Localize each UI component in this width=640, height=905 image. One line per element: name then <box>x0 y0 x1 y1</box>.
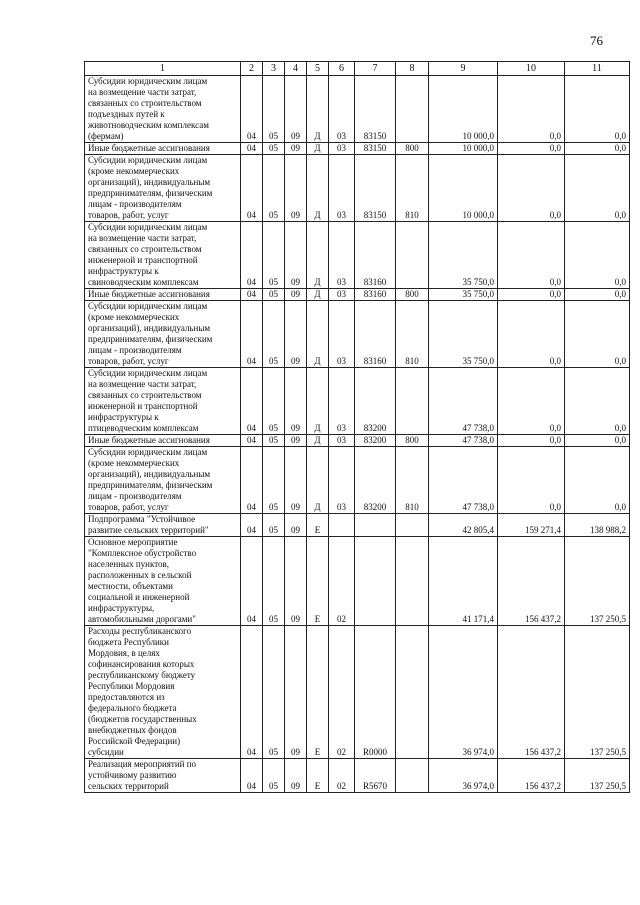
cell-col-9: 47 738,0 <box>429 435 498 447</box>
cell-col-11: 0,0 <box>565 435 630 447</box>
col-header-11: 11 <box>565 62 630 76</box>
cell-col-4: 09 <box>285 76 307 143</box>
cell-col-6: 03 <box>329 222 355 289</box>
cell-col-9: 10 000,0 <box>429 155 498 222</box>
col-header-8: 8 <box>396 62 429 76</box>
col-header-5: 5 <box>307 62 329 76</box>
cell-col-11: 137 250,5 <box>565 759 630 793</box>
cell-col-4: 09 <box>285 222 307 289</box>
cell-col-6: 03 <box>329 289 355 301</box>
cell-col-4: 09 <box>285 289 307 301</box>
cell-col-9: 36 974,0 <box>429 759 498 793</box>
cell-col-3: 05 <box>263 435 285 447</box>
cell-col-5: Е <box>307 537 329 626</box>
cell-col-5: Д <box>307 143 329 155</box>
table-row <box>85 76 630 143</box>
cell-col-8 <box>396 626 429 759</box>
cell-col-9: 35 750,0 <box>429 222 498 289</box>
col-header-7: 7 <box>355 62 396 76</box>
cell-col-7: R0000 <box>355 626 396 759</box>
table-row <box>85 368 630 435</box>
cell-col-10: 156 437,2 <box>498 626 565 759</box>
col-header-3: 3 <box>263 62 285 76</box>
row-name: Основное мероприятие "Комплексное обустройство населенных пунктов, расположенных в сельской местности, объектами социальной и инженерной инфраструктуры, автомобильными дорогами" <box>85 537 241 626</box>
row-name: Субсидии юридическим лицам (кроме некоммерческих организаций), индивидуальным предпринимателям, физическим лицам - производителям товаров, работ, услуг <box>85 155 241 222</box>
cell-col-8: 810 <box>396 301 429 368</box>
cell-col-6: 02 <box>329 626 355 759</box>
col-header-10: 10 <box>498 62 565 76</box>
cell-col-11: 0,0 <box>565 143 630 155</box>
cell-col-4: 09 <box>285 537 307 626</box>
cell-col-4: 09 <box>285 435 307 447</box>
cell-col-10: 0,0 <box>498 435 565 447</box>
cell-col-10: 156 437,2 <box>498 759 565 793</box>
cell-col-6: 03 <box>329 447 355 514</box>
cell-col-3: 05 <box>263 759 285 793</box>
cell-col-10: 159 271,4 <box>498 514 565 537</box>
table-row <box>85 759 630 793</box>
cell-col-7: 83200 <box>355 368 396 435</box>
cell-col-6: 02 <box>329 759 355 793</box>
cell-col-4: 09 <box>285 155 307 222</box>
cell-col-5: Д <box>307 76 329 143</box>
cell-col-3: 05 <box>263 76 285 143</box>
table-row <box>85 435 630 447</box>
cell-col-4: 09 <box>285 368 307 435</box>
table-row <box>85 301 630 368</box>
cell-col-11: 0,0 <box>565 76 630 143</box>
cell-col-3: 05 <box>263 514 285 537</box>
cell-col-10: 0,0 <box>498 143 565 155</box>
cell-col-6: 02 <box>329 537 355 626</box>
cell-col-6: 03 <box>329 155 355 222</box>
cell-col-7: 83150 <box>355 155 396 222</box>
cell-col-7: 83160 <box>355 301 396 368</box>
cell-col-2: 04 <box>241 759 263 793</box>
row-name: Субсидии юридическим лицам на возмещение части затрат, связанных со строительством инженерной и транспортной инфраструктуры к птицеводческим комплексам <box>85 368 241 435</box>
cell-col-2: 04 <box>241 155 263 222</box>
cell-col-5: Д <box>307 435 329 447</box>
cell-col-7: 83160 <box>355 289 396 301</box>
cell-col-3: 05 <box>263 222 285 289</box>
cell-col-9: 36 974,0 <box>429 626 498 759</box>
cell-col-9: 42 805,4 <box>429 514 498 537</box>
col-header-9: 9 <box>429 62 498 76</box>
col-header-6: 6 <box>329 62 355 76</box>
cell-col-3: 05 <box>263 537 285 626</box>
col-header-2: 2 <box>241 62 263 76</box>
cell-col-11: 0,0 <box>565 301 630 368</box>
cell-col-6: 03 <box>329 301 355 368</box>
cell-col-2: 04 <box>241 222 263 289</box>
cell-col-4: 09 <box>285 447 307 514</box>
cell-col-2: 04 <box>241 76 263 143</box>
row-name: Иные бюджетные ассигнования <box>85 289 241 301</box>
row-name: Субсидии юридическим лицам на возмещение части затрат, связанных со строительством инженерной и транспортной инфраструктуры к свиноводческим комплексам <box>85 222 241 289</box>
budget-table <box>84 61 630 793</box>
cell-col-8 <box>396 537 429 626</box>
cell-col-11: 0,0 <box>565 155 630 222</box>
cell-col-11: 0,0 <box>565 368 630 435</box>
cell-col-10: 156 437,2 <box>498 537 565 626</box>
cell-col-2: 04 <box>241 435 263 447</box>
row-name: Подпрограмма "Устойчивое развитие сельских территорий" <box>85 514 241 537</box>
cell-col-7: 83150 <box>355 76 396 143</box>
cell-col-2: 04 <box>241 447 263 514</box>
header-row <box>85 62 630 76</box>
row-name: Расходы республиканского бюджета Республики Мордовия, в целях софинансирования которых республиканскому бюджету Республики Мордовия предоставляются из федерального бюджета (бюджетов государственных внебюджетных фондов Российской Федерации) субсидии <box>85 626 241 759</box>
cell-col-11: 0,0 <box>565 222 630 289</box>
cell-col-6: 03 <box>329 368 355 435</box>
page-number: 76 <box>590 33 603 48</box>
cell-col-10: 0,0 <box>498 368 565 435</box>
cell-col-6: 03 <box>329 435 355 447</box>
table-row <box>85 155 630 222</box>
col-header-1: 1 <box>85 62 241 76</box>
cell-col-7 <box>355 537 396 626</box>
cell-col-7: 83200 <box>355 447 396 514</box>
table-row <box>85 143 630 155</box>
row-name: Субсидии юридическим лицам на возмещение части затрат, связанных со строительством подъездных путей к животноводческим комплексам (фермам) <box>85 76 241 143</box>
cell-col-9: 47 738,0 <box>429 447 498 514</box>
cell-col-2: 04 <box>241 143 263 155</box>
cell-col-8 <box>396 222 429 289</box>
cell-col-8 <box>396 368 429 435</box>
table-row <box>85 514 630 537</box>
cell-col-5: Е <box>307 626 329 759</box>
cell-col-9: 35 750,0 <box>429 301 498 368</box>
cell-col-5: Е <box>307 759 329 793</box>
cell-col-6 <box>329 514 355 537</box>
cell-col-7: 83200 <box>355 435 396 447</box>
cell-col-3: 05 <box>263 289 285 301</box>
cell-col-11: 137 250,5 <box>565 626 630 759</box>
cell-col-6: 03 <box>329 143 355 155</box>
cell-col-8: 800 <box>396 435 429 447</box>
table-row <box>85 626 630 759</box>
cell-col-7: 83150 <box>355 143 396 155</box>
cell-col-5: Д <box>307 155 329 222</box>
cell-col-5: Д <box>307 447 329 514</box>
cell-col-4: 09 <box>285 626 307 759</box>
cell-col-3: 05 <box>263 143 285 155</box>
cell-col-10: 0,0 <box>498 222 565 289</box>
cell-col-8: 800 <box>396 289 429 301</box>
col-header-4: 4 <box>285 62 307 76</box>
cell-col-5: Е <box>307 514 329 537</box>
cell-col-2: 04 <box>241 626 263 759</box>
cell-col-11: 137 250,5 <box>565 537 630 626</box>
table-row <box>85 447 630 514</box>
cell-col-10: 0,0 <box>498 76 565 143</box>
cell-col-11: 0,0 <box>565 289 630 301</box>
cell-col-11: 0,0 <box>565 447 630 514</box>
cell-col-8 <box>396 514 429 537</box>
cell-col-4: 09 <box>285 514 307 537</box>
cell-col-3: 05 <box>263 155 285 222</box>
cell-col-8 <box>396 76 429 143</box>
cell-col-7 <box>355 514 396 537</box>
cell-col-5: Д <box>307 301 329 368</box>
row-name: Иные бюджетные ассигнования <box>85 143 241 155</box>
cell-col-8: 810 <box>396 155 429 222</box>
row-name: Субсидии юридическим лицам (кроме некоммерческих организаций), индивидуальным предпринимателям, физическим лицам - производителям товаров, работ, услуг <box>85 447 241 514</box>
cell-col-9: 47 738,0 <box>429 368 498 435</box>
table-row <box>85 289 630 301</box>
cell-col-2: 04 <box>241 537 263 626</box>
cell-col-7: 83160 <box>355 222 396 289</box>
cell-col-6: 03 <box>329 76 355 143</box>
cell-col-9: 35 750,0 <box>429 289 498 301</box>
cell-col-7: R5670 <box>355 759 396 793</box>
cell-col-2: 04 <box>241 301 263 368</box>
cell-col-10: 0,0 <box>498 301 565 368</box>
row-name: Реализация мероприятий по устойчивому развитию сельских территорий <box>85 759 241 793</box>
cell-col-8: 800 <box>396 143 429 155</box>
cell-col-10: 0,0 <box>498 155 565 222</box>
cell-col-9: 41 171,4 <box>429 537 498 626</box>
cell-col-10: 0,0 <box>498 447 565 514</box>
cell-col-11: 138 988,2 <box>565 514 630 537</box>
cell-col-10: 0,0 <box>498 289 565 301</box>
row-name: Иные бюджетные ассигнования <box>85 435 241 447</box>
table-row <box>85 222 630 289</box>
cell-col-3: 05 <box>263 447 285 514</box>
cell-col-5: Д <box>307 222 329 289</box>
cell-col-3: 05 <box>263 626 285 759</box>
cell-col-4: 09 <box>285 143 307 155</box>
cell-col-4: 09 <box>285 301 307 368</box>
cell-col-2: 04 <box>241 289 263 301</box>
cell-col-3: 05 <box>263 368 285 435</box>
cell-col-9: 10 000,0 <box>429 76 498 143</box>
cell-col-9: 10 000,0 <box>429 143 498 155</box>
cell-col-8: 810 <box>396 447 429 514</box>
cell-col-2: 04 <box>241 368 263 435</box>
table-row <box>85 537 630 626</box>
cell-col-5: Д <box>307 368 329 435</box>
cell-col-3: 05 <box>263 301 285 368</box>
row-name: Субсидии юридическим лицам (кроме некоммерческих организаций), индивидуальным предпринимателям, физическим лицам - производителям товаров, работ, услуг <box>85 301 241 368</box>
cell-col-5: Д <box>307 289 329 301</box>
cell-col-4: 09 <box>285 759 307 793</box>
cell-col-8 <box>396 759 429 793</box>
cell-col-2: 04 <box>241 514 263 537</box>
